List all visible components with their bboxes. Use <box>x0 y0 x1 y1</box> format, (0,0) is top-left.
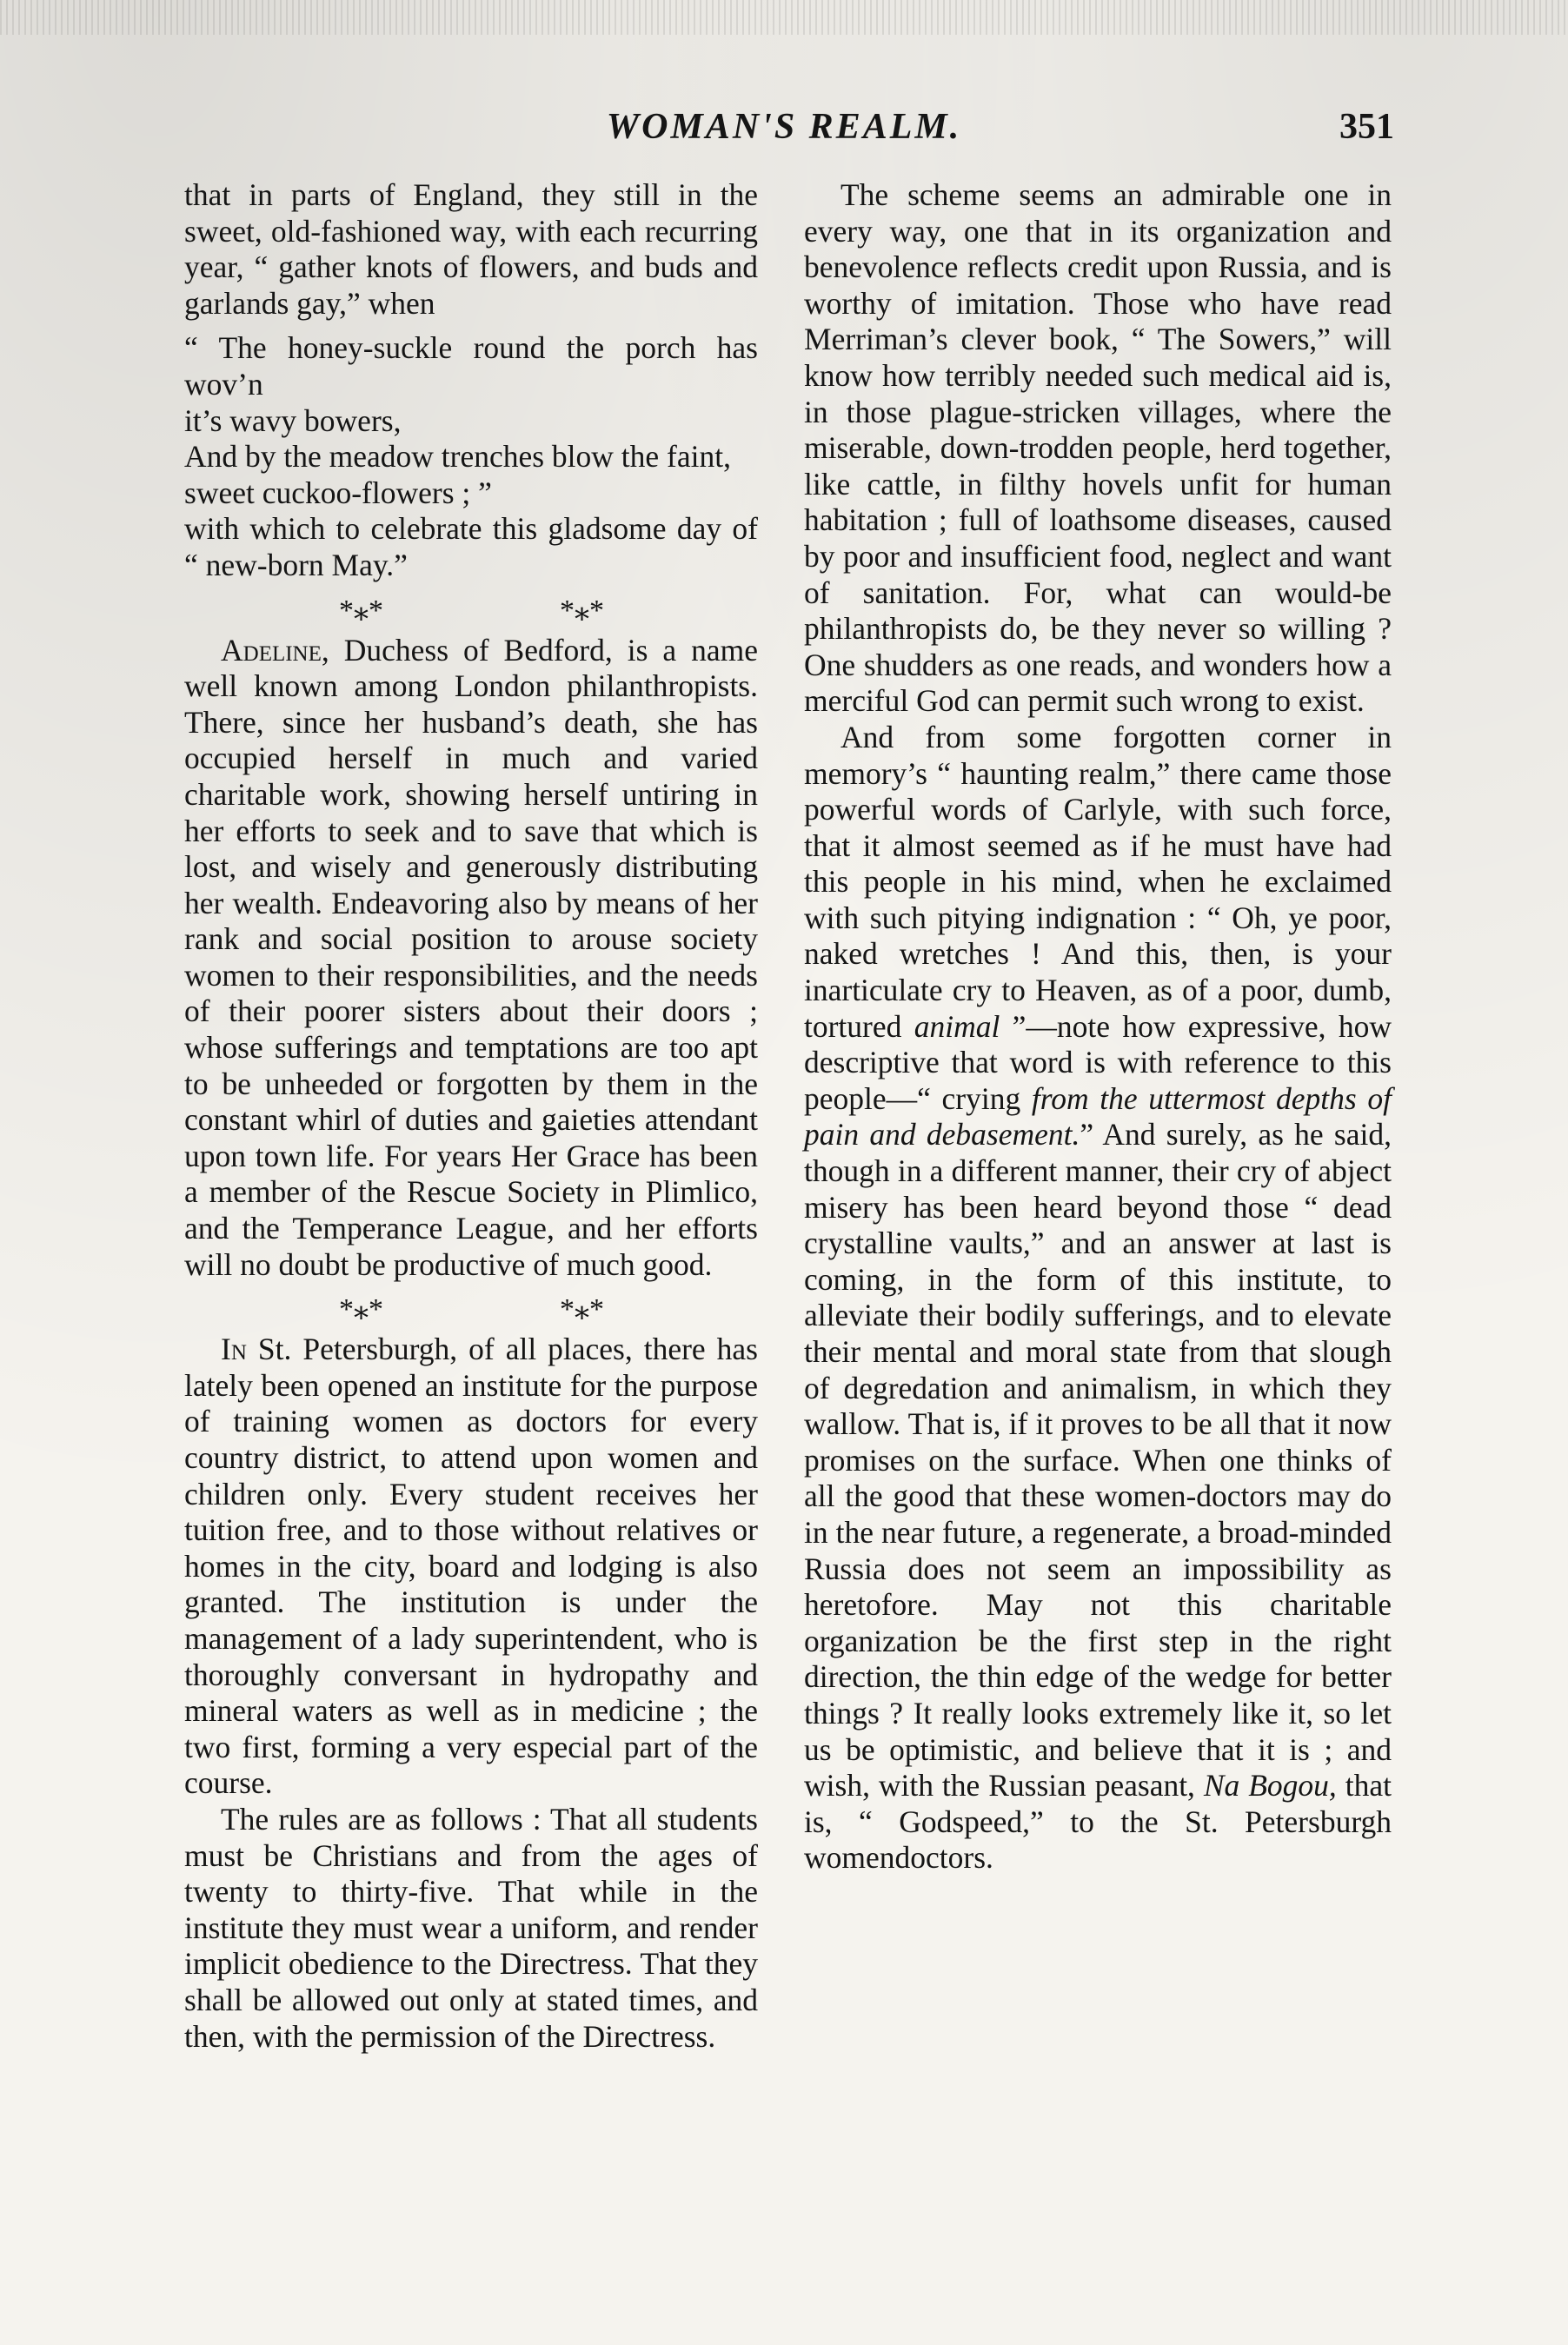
asterism: *⁎* <box>560 1293 604 1326</box>
running-title: WOMAN'S REALM. <box>606 107 962 147</box>
italic-phrase: from the uttermost depths of pain and debasement. <box>804 1080 1392 1153</box>
verse-line: sweet cuckoo-flowers ; ” <box>184 475 492 510</box>
section-separator <box>184 1283 758 1332</box>
italic-word: animal <box>914 1008 1000 1044</box>
paragraph-text: And from some forgotten corner in memory’s “ haunting realm,” there came those powerful words of Carlyle, with such force, that it almost seemed as if he must have had this people in his mind, when he exclaimed with such pitying indignation : “ Oh, ye poor, naked wretches ! And this, then, is your inarticulate cry to Heaven, as of a poor, dumb, tortured <box>804 719 1392 1044</box>
verse-line: And by the meadow trenches blow the faint, <box>184 439 731 475</box>
paragraph-text: Duchess of Bedford, is a name well known among London philanthropists. There, since her husband’s death, she has occupied herself in much and varied charitable work, showing herself untiring in her efforts to seek and to save that which is lost, and wisely and generously distributing her wealth. Endeavoring also by means of her rank and social position to arouse society women to their responsibilities, and the needs of their poorer sisters about their doors ; whose sufferings and temptations are too apt to be unheeded or forgotten by them in the constant whirl of duties and gaieties attendant upon town life. For years Her Grace has been a member of the Rescue Society in Plimlico, and the Temperance League, and her efforts will no doubt be productive of much good. <box>184 632 758 1282</box>
paragraph-scheme: The scheme seems an admirable one in every way, one that in its organization and benevolence reflects credit upon Russia, and is worthy of imitation. Those who have read Merriman’s clever book, “ The Sowers,” will know how terribly needed such medical aid is, in those plague-stricken villages, where the miserable, down-trodden people, herd together, like cattle, in filthy hovels unfit for human habitation ; full of loathsome diseases, caused by poor and insufficient food, neglect and want of sanitation. For, what can would-be philanthropists do, be they never so willing ? One shudders as one reads, and wonders how a merciful God can permit such wrong to exist. <box>804 177 1392 719</box>
page-number: 351 <box>1339 107 1394 147</box>
right-column <box>804 177 1392 1877</box>
scan-edge-noise <box>0 0 1568 35</box>
paragraph-text: ”—note how expressive, how descriptive that word is with reference to this people—“ crying <box>804 1008 1392 1116</box>
left-column <box>184 177 758 2055</box>
paragraph-rules: The rules are as follows : That all students must be Christians and from the ages of twenty to thirty-five. That while in the institute they must wear a uniform, and render implicit obedience to the Directress. That they shall be allowed out only at stated times, and then, with the permission of the Directress. <box>184 1801 758 2054</box>
paragraph-text: ” And surely, as he said, though in a different manner, their cry of abject misery has been heard beyond those “ dead crystalline vaults,” and an answer at last is coming, in the form of this institute, to alleviate their bodily sufferings, and to elevate their mental and moral state from that slough of degredation and animalism, in which they wallow. That is, if it proves to be all that it now promises on the surface. When one thinks of all the good that these women-doctors may do in the near future, a regenerate, a broad-minded Russia does not seem an impossibility as heretofore. May not this charitable organization be the first step in the right direction, the thin edge of the wedge for better things ? It really looks extremely like it, so let us be optimistic, and believe that it is ; and wish, with the Russian peasant, <box>804 1117 1392 1804</box>
verse-line: it’s wavy bowers, <box>184 402 402 438</box>
paragraph-may: with which to celebrate this gladsome day of “ new-born May.” <box>184 511 758 582</box>
paragraph-adeline <box>184 633 758 1284</box>
paragraph-text: that is, “ Godspeed,” to the St. Petersburgh womendoctors. <box>804 1768 1392 1876</box>
verse-line: “ The honey-suckle round the porch has wov’n <box>184 330 758 402</box>
paragraph-continued: that in parts of England, they still in the sweet, old-fashioned way, with each recurring year, “ gather knots of flowers, and buds and garlands gay,” when <box>184 177 758 321</box>
asterism: *⁎* <box>339 594 383 627</box>
section-separator <box>184 584 758 633</box>
asterism: *⁎* <box>560 594 604 627</box>
paragraph-petersburgh <box>184 1332 758 1802</box>
asterism: *⁎* <box>339 1293 383 1326</box>
paragraph-text: St. Petersburgh, of all places, there has lately been opened an institute for the purpose of training women as doctors for every country district, to attend upon women and children only. Every student receives her tuition free, and to those without relatives or homes in the city, board and lodging is also granted. The institution is under the management of a lady superintendent, who is thoroughly conversant in hydropathy and mineral waters as well as in medicine ; the two first, forming a very especial part of the course. <box>184 1332 758 1801</box>
italic-phrase: Na Bogou, <box>1203 1768 1337 1804</box>
lead-word: Adeline, <box>221 632 329 668</box>
lead-word: In <box>221 1332 247 1367</box>
paragraph-carlyle <box>804 720 1392 1877</box>
